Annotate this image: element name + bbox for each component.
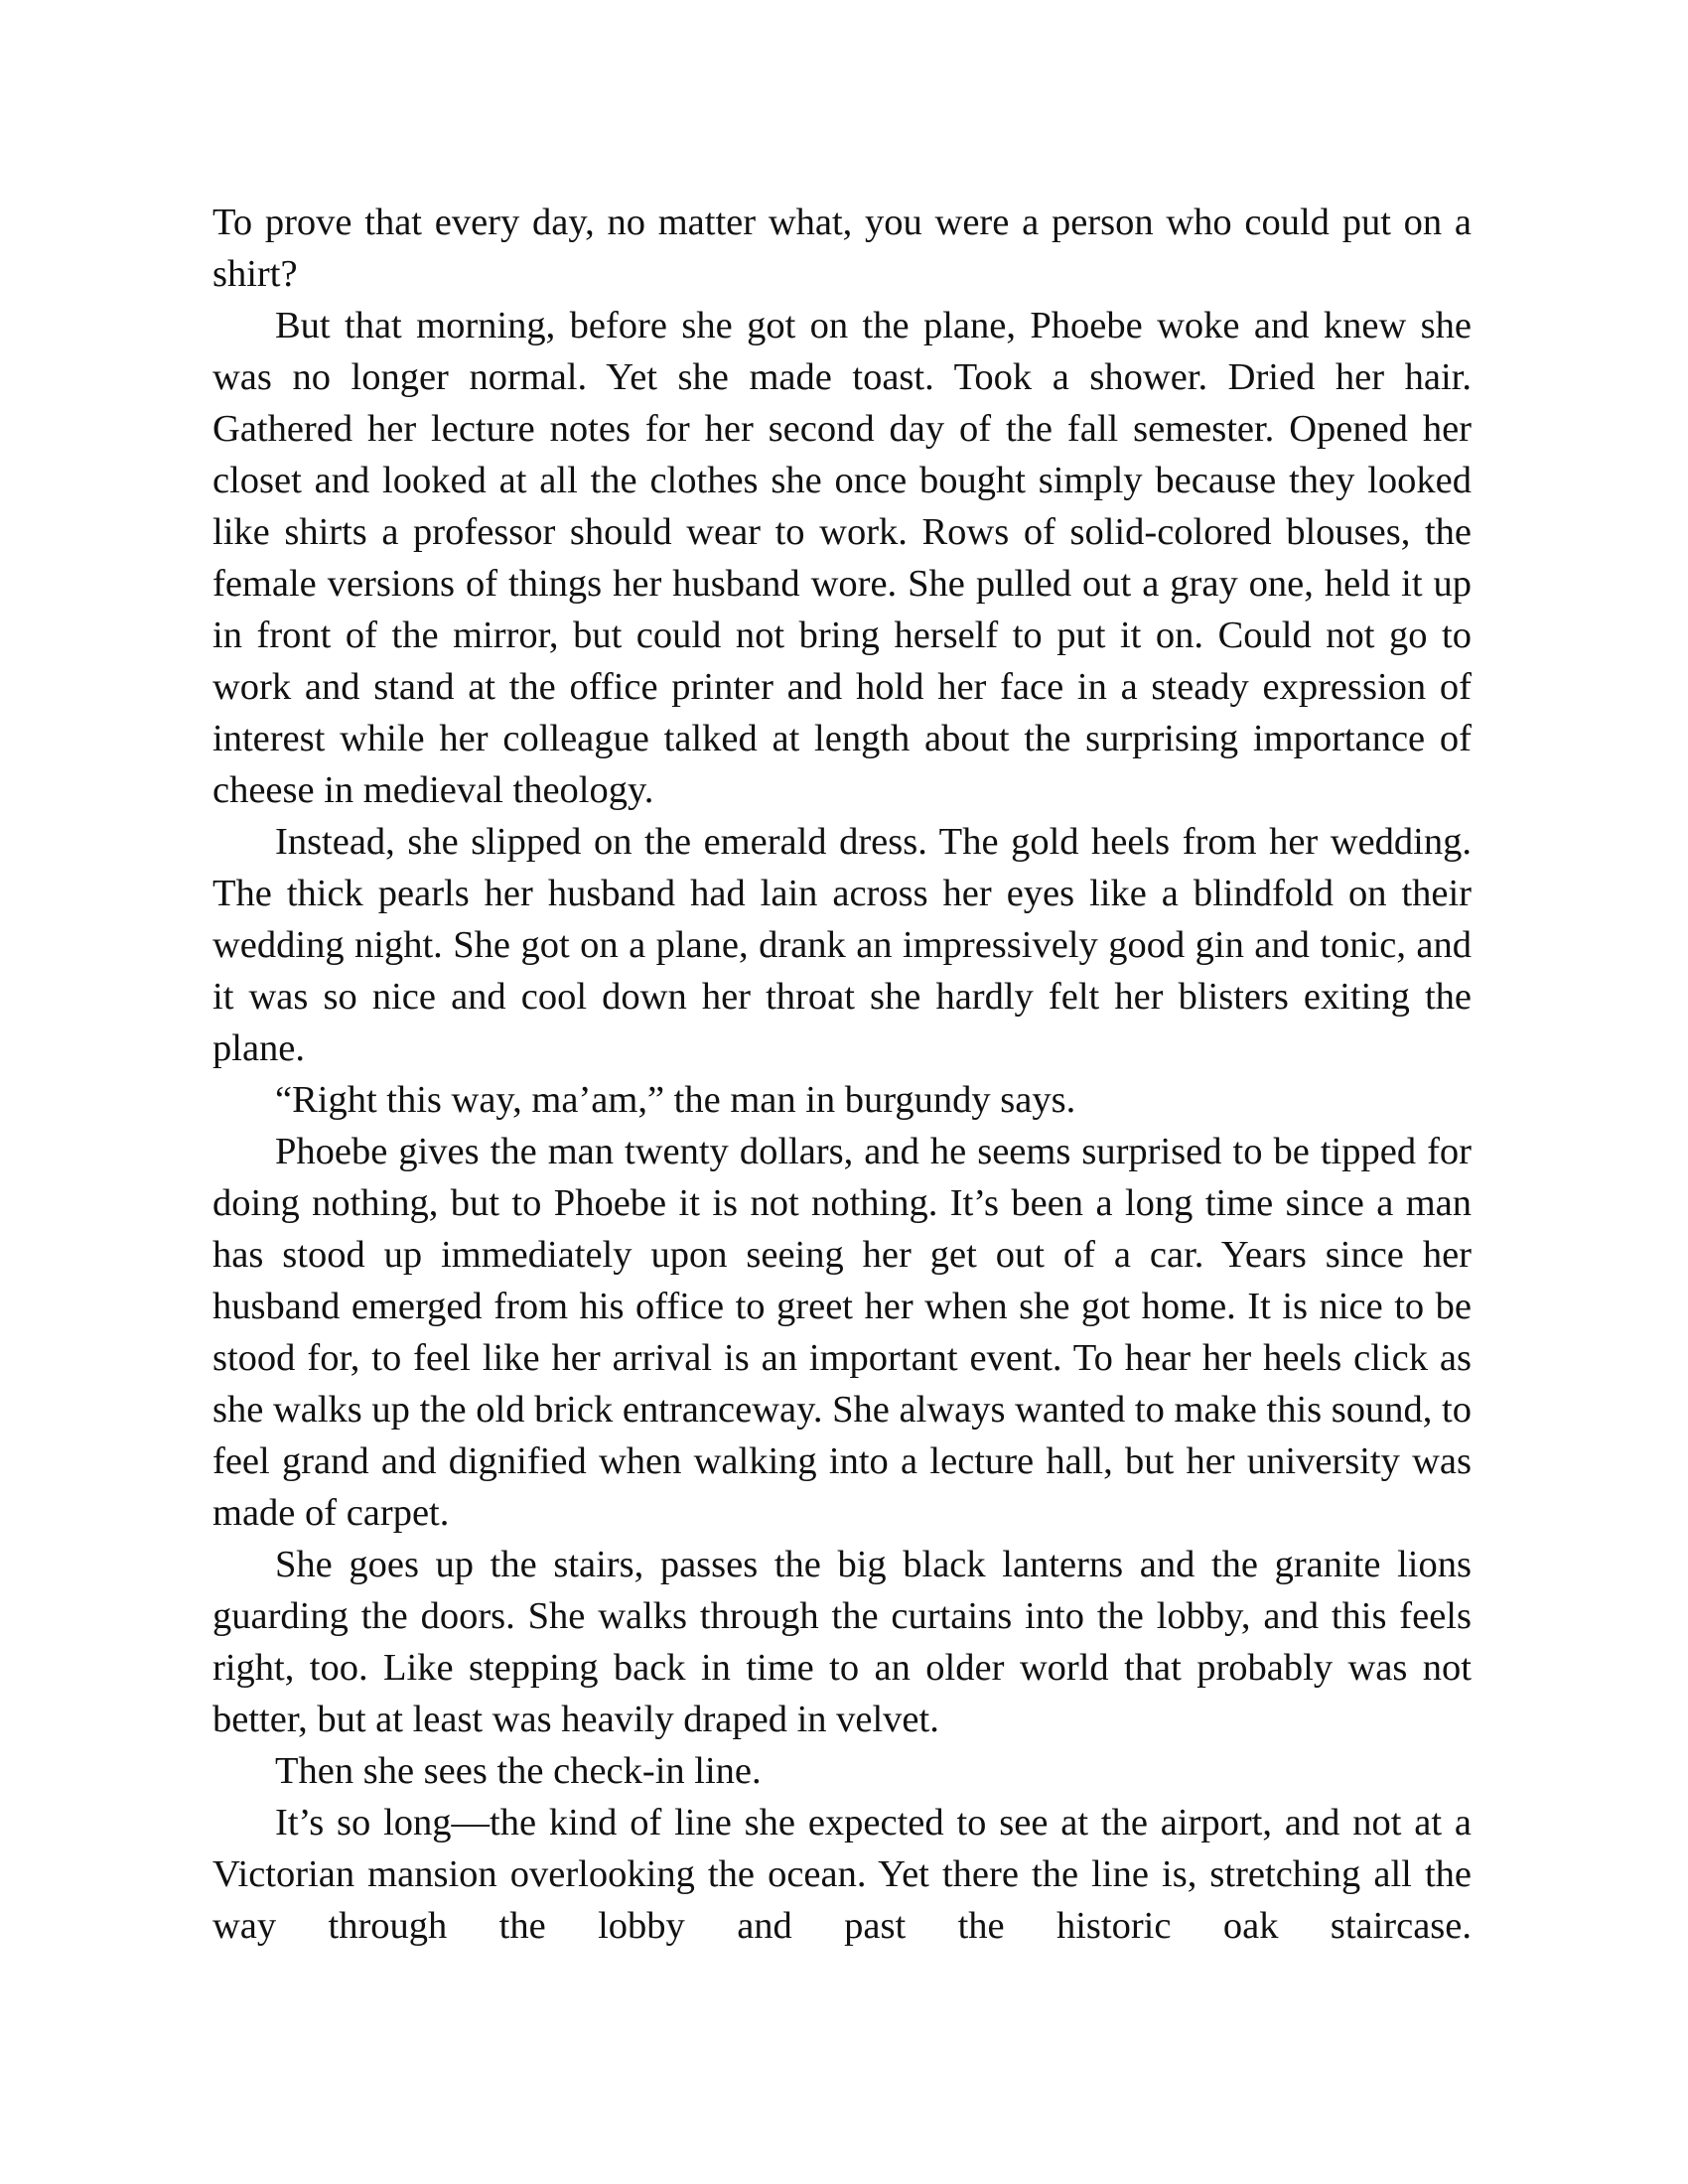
body-text xyxy=(212,197,1472,1952)
paragraph: Instead, she slipped on the emerald dress. The gold heels from her wedding. The thick pearls her husband had lain across her eyes like a blindfold on their wedding night. She got on a plane, drank an impressively good gin and tonic, and it was so nice and cool down her throat she hardly felt her blisters exiting the plane. xyxy=(212,821,1472,1069)
paragraph: “Right this way, ma’am,” the man in burgundy says. xyxy=(275,1079,1076,1121)
paragraph: But that morning, before she got on the plane, Phoebe woke and knew she was no longer normal. Yet she made toast. Took a shower. Dried her hair. Gathered her lecture notes for her second day of the fall semester. Opened her closet and looked at all the clothes she once bought simply because they looked like shirts a professor should wear to work. Rows of solid-colored blouses, the female versions of things her husband wore. She pulled out a gray one, held it up in front of the mirror, but could not bring herself to put it on. Could not go to work and stand at the office printer and hold her face in a steady expression of interest while her colleague talked at length about the surprising importance of cheese in medieval theology. xyxy=(212,305,1472,811)
paragraph: Then she sees the check-in line. xyxy=(275,1750,762,1792)
paragraph: It’s so long—the kind of line she expected to see at the airport, and not at a Victorian mansion overlooking the ocean. Yet there the line is, stretching all the way through the lobby and past the historic oak staircase. xyxy=(212,1802,1472,1947)
paragraph: She goes up the stairs, passes the big black lanterns and the granite lions guarding the doors. She walks through the curtains into the lobby, and this feels right, too. Like stepping back in time to an older world that probably was not better, but at least was heavily draped in velvet. xyxy=(212,1544,1472,1740)
paragraph: To prove that every day, no matter what, you were a person who could put on a shirt? xyxy=(212,202,1472,295)
paragraph: Phoebe gives the man twenty dollars, and he seems surprised to be tipped for doing nothing, but to Phoebe it is not nothing. It’s been a long time since a man has stood up immediately upon seeing her get out of a car. Years since her husband emerged from his office to greet her when she got home. It is nice to be stood for, to feel like her arrival is an important event. To hear her heels click as she walks up the old brick entranceway. She always wanted to make this sound, to feel grand and dignified when walking into a lecture hall, but her university was made of carpet. xyxy=(212,1131,1472,1534)
